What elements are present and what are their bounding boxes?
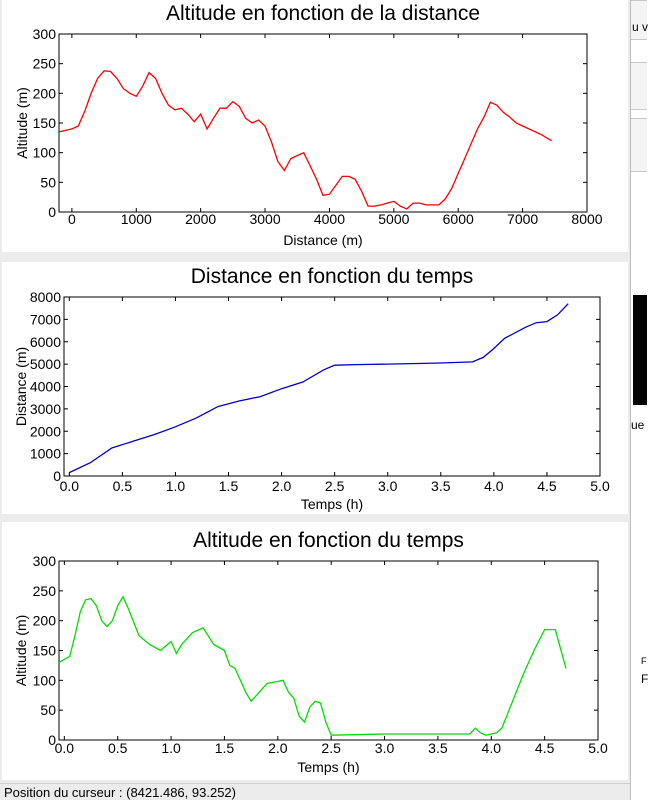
x-tick-label: 0.0	[54, 740, 75, 756]
side-field	[631, 118, 647, 172]
chart-distance-vs-time	[2, 262, 628, 514]
y-tick-label: 200	[32, 612, 56, 629]
x-tick-label: 0.5	[112, 478, 133, 494]
background-window-edge	[630, 0, 646, 800]
y-tick-label: 0	[48, 204, 56, 220]
cursor-position-text: Position du curseur : (8421.486, 93.252)	[4, 785, 236, 800]
y-tick-label: 300	[32, 26, 56, 42]
x-tick-label: 3000	[249, 211, 281, 227]
x-tick-label: 7000	[507, 211, 539, 227]
x-tick-label: 5000	[378, 211, 410, 227]
panel-altitude-time	[2, 522, 628, 780]
side-snippet-low2: F	[641, 672, 648, 686]
chart-title: Altitude en fonction du temps	[193, 529, 464, 552]
chart-altitude-vs-distance	[2, 0, 628, 252]
side-snippet-mid: ue	[631, 418, 645, 432]
status-bar	[0, 783, 630, 800]
x-tick-label: 1.0	[161, 740, 181, 756]
y-tick-label: 200	[32, 85, 56, 102]
x-tick-label: 1.0	[165, 478, 186, 494]
x-tick-label: 3.0	[374, 740, 395, 756]
y-tick-label: 50	[40, 702, 56, 719]
x-tick-label: 1.5	[214, 740, 235, 756]
y-axis-label: Altitude (m)	[14, 87, 30, 159]
x-tick-label: 5.0	[588, 740, 608, 756]
chart-title: Altitude en fonction de la distance	[165, 2, 481, 25]
y-tick-label: 250	[32, 55, 56, 72]
y-tick-label: 50	[40, 174, 56, 191]
x-axis-label: Temps (h)	[297, 759, 360, 775]
x-tick-label: 0.0	[59, 478, 80, 494]
x-tick-label: 3.5	[431, 478, 451, 494]
y-tick-label: 7000	[29, 311, 61, 328]
x-tick-label: 4.0	[484, 478, 504, 494]
y-tick-label: 1000	[29, 445, 61, 462]
x-tick-label: 0.5	[107, 740, 128, 756]
side-snippet-top: u v	[632, 20, 648, 34]
x-tick-label: 3.5	[428, 740, 448, 756]
x-tick-label: 1000	[120, 211, 152, 227]
y-tick-label: 0	[48, 732, 56, 748]
x-axis-label: Distance (m)	[283, 232, 363, 248]
y-tick-label: 5000	[29, 356, 61, 373]
side-field	[631, 62, 647, 110]
y-tick-label: 150	[32, 115, 56, 131]
x-tick-label: 0	[67, 211, 76, 227]
y-tick-label: 8000	[29, 289, 61, 305]
x-tick-label: 5.0	[590, 478, 610, 494]
plot-area	[59, 34, 587, 212]
side-snippet-low: F	[641, 656, 647, 666]
x-tick-label: 3.0	[377, 478, 398, 494]
x-tick-label: 8000	[571, 211, 603, 227]
x-tick-label: 2.5	[321, 740, 341, 756]
x-tick-label: 4.0	[481, 740, 502, 756]
y-tick-label: 6000	[29, 333, 61, 350]
plot-area	[64, 297, 600, 476]
panel-altitude-distance	[2, 0, 628, 252]
y-tick-label: 250	[32, 582, 56, 599]
side-dark-glyph	[633, 295, 647, 405]
y-tick-label: 0	[53, 468, 61, 484]
y-axis-label: Distance (m)	[13, 346, 29, 427]
y-tick-label: 4000	[29, 378, 61, 395]
x-tick-label: 2000	[185, 211, 217, 227]
y-tick-label: 150	[32, 642, 56, 659]
y-tick-label: 2000	[29, 423, 61, 440]
plot-area	[59, 561, 598, 740]
x-tick-label: 6000	[442, 211, 474, 227]
x-tick-label: 1.5	[218, 478, 239, 494]
y-axis-label: Altitude (m)	[13, 614, 29, 687]
panel-distance-time	[2, 262, 628, 514]
x-tick-label: 4.5	[537, 478, 557, 494]
x-tick-label: 4000	[313, 211, 346, 227]
y-tick-label: 100	[32, 672, 56, 689]
x-tick-label: 2.5	[324, 478, 345, 494]
y-tick-label: 300	[32, 553, 56, 569]
x-tick-label: 2.0	[268, 740, 288, 756]
chart-altitude-vs-time	[2, 522, 628, 780]
x-axis-label: Temps (h)	[300, 496, 364, 512]
chart-title: Distance en fonction du temps	[190, 265, 474, 288]
y-tick-label: 3000	[29, 400, 61, 417]
y-tick-label: 100	[32, 144, 56, 161]
x-tick-label: 2.0	[271, 478, 292, 494]
x-tick-label: 4.5	[534, 740, 555, 756]
